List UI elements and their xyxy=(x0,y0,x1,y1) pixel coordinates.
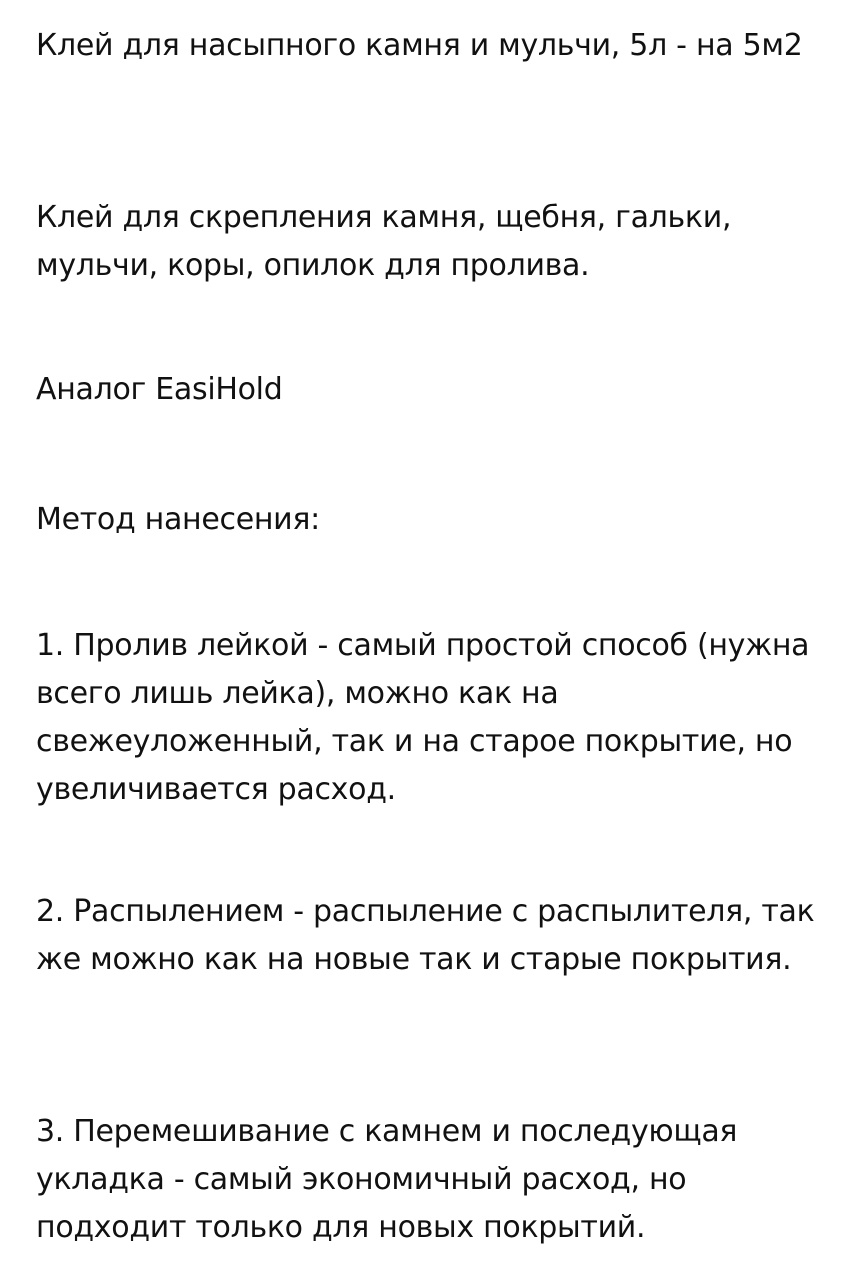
method-step-1: 1. Пролив лейкой - самый простой способ (нужна всего лишь лейка), можно как на свежеуложенный, так и на старое покрытие, но увеличивается расход. xyxy=(36,628,810,807)
method-step-2: 2. Распылением - распыление с распылителя, так же можно как на новые так и старые покрытия. xyxy=(36,894,815,977)
analog-note: Аналог EasiHold xyxy=(36,372,283,407)
method-heading: Метод нанесения: xyxy=(36,502,320,537)
product-description: Клей для скрепления камня, щебня, гальки, мульчи, коры, опилок для пролива. xyxy=(36,200,732,283)
method-step-3: 3. Перемешивание с камнем и последующая укладка - самый экономичный расход, но подходит только для новых покрытий. xyxy=(36,1114,738,1245)
product-title: Клей для насыпного камня и мульчи, 5л - на 5м2 xyxy=(36,28,803,63)
